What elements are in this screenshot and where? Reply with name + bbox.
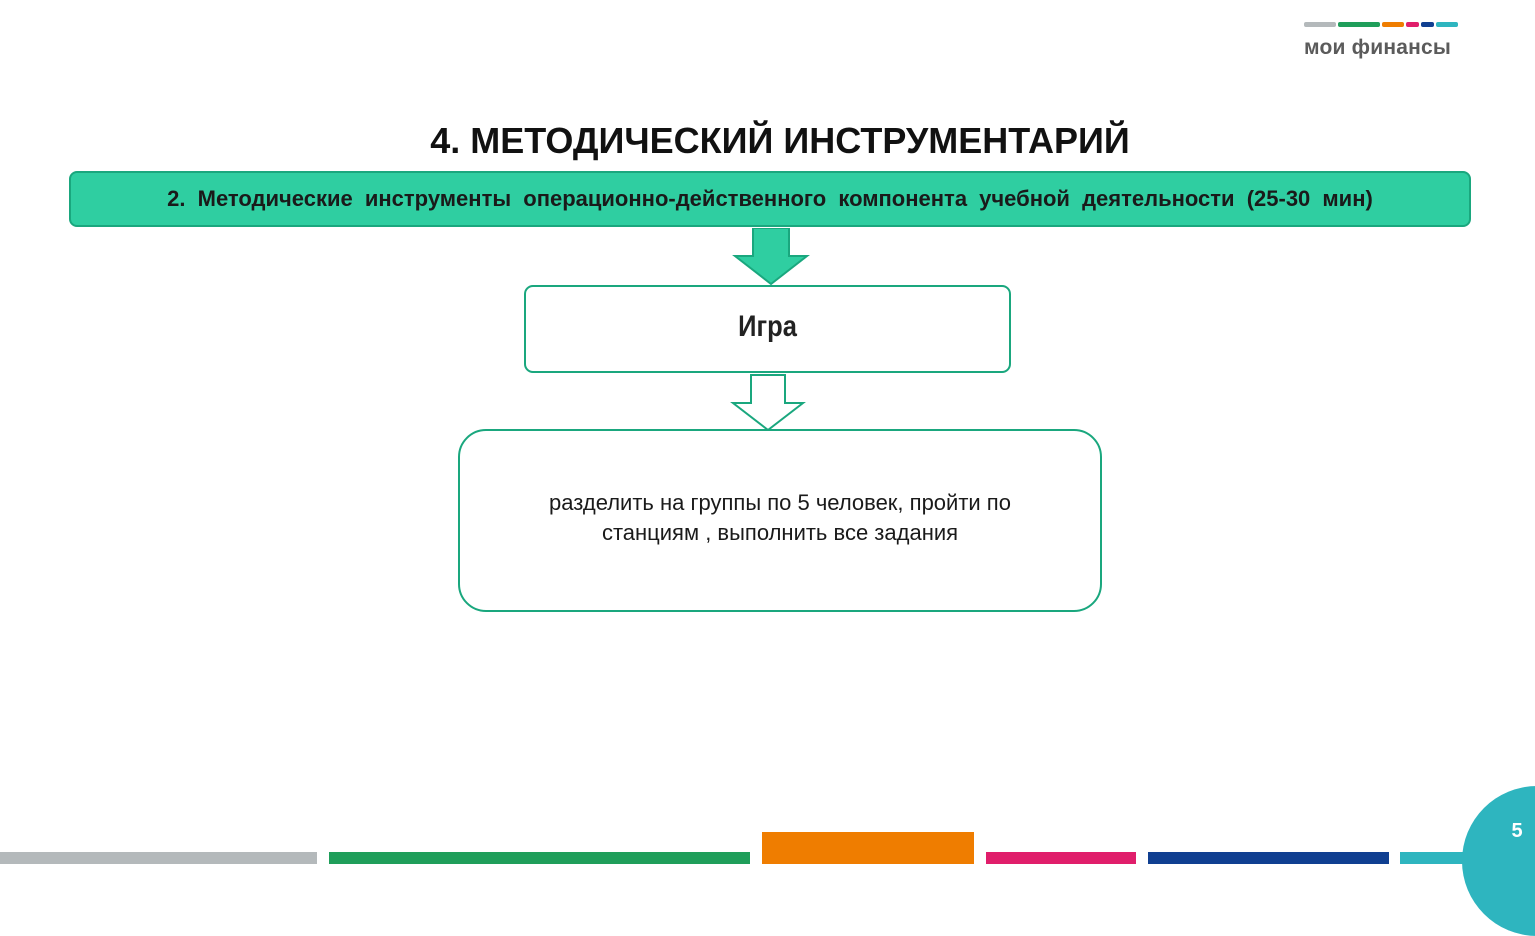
logo-text: мои финансы	[1304, 36, 1451, 59]
footer-stripe-pink	[986, 852, 1136, 864]
down-arrow-solid-icon	[732, 228, 810, 286]
description-text: разделить на группы по 5 человек, пройти по станциям , выполнить все задания	[549, 489, 1011, 545]
footer-stripe-gray	[0, 852, 317, 864]
logo-bar-blue	[1421, 22, 1434, 27]
footer-stripe-blue	[1148, 852, 1389, 864]
section-banner-text: 2. Методические инструменты операционно-действенного компонента учебной деятельности (25-30 мин)	[167, 186, 1373, 211]
logo	[1304, 22, 1458, 62]
footer-stripe-green	[329, 852, 750, 864]
slide-title: 4. МЕТОДИЧЕСКИЙ ИНСТРУМЕНТАРИЙ	[430, 120, 1130, 161]
description-box	[458, 429, 1102, 612]
game-label: Игра	[738, 310, 797, 343]
logo-bar-green	[1338, 22, 1380, 27]
game-box	[524, 285, 1011, 373]
logo-bar-gray	[1304, 22, 1336, 27]
logo-bar-orange	[1382, 22, 1404, 27]
footer-stripe-orange	[762, 832, 974, 864]
logo-color-bars	[1304, 22, 1458, 28]
logo-bar-pink	[1406, 22, 1419, 27]
section-banner	[69, 171, 1471, 227]
down-arrow-outline-icon	[730, 374, 808, 432]
logo-bar-teal	[1436, 22, 1458, 27]
page-number: 5	[1511, 820, 1523, 842]
page-number-badge	[1462, 786, 1535, 936]
